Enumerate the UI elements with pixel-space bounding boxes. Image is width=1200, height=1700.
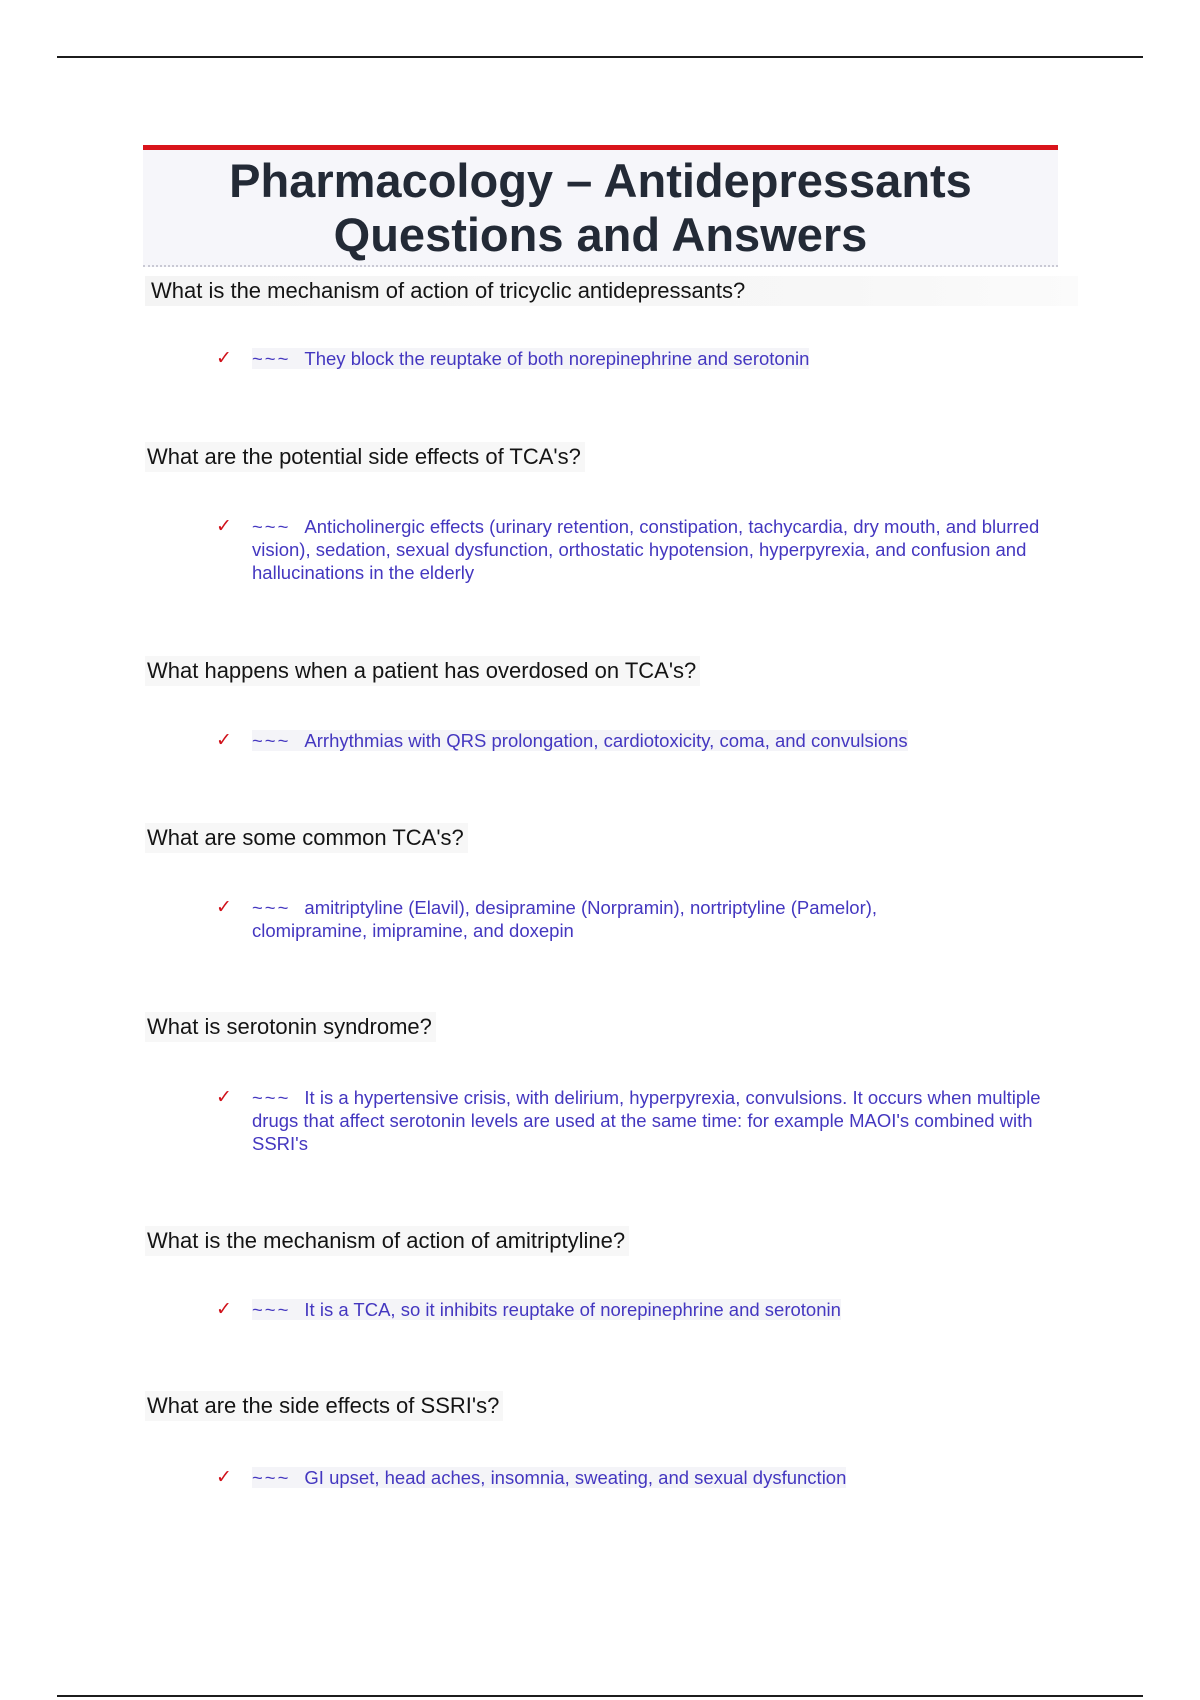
answer-text: Anticholinergic effects (urinary retention, constipation, tachycardia, dry mouth, and blurred vision), sedation, sexual dysfunction, orthostatic hypotension, hyperpyrexia, and confusion and hallucinations in the elderly xyxy=(252,516,1040,583)
answer-text: It is a hypertensive crisis, with delirium, hyperpyrexia, convulsions. It occurs when multiple drugs that affect serotonin levels are used at the same time: for example MAOI's combined with SSRI's xyxy=(252,1087,1041,1154)
answer-text: GI upset, head aches, insomnia, sweating, and sexual dysfunction xyxy=(304,1467,847,1488)
question-7: What are the side effects of SSRI's? xyxy=(145,1391,503,1421)
checkmark-icon: ✓ xyxy=(216,1086,232,1108)
answer-6 xyxy=(216,1298,1056,1321)
answer-text: They block the reuptake of both norepinephrine and serotonin xyxy=(304,348,810,369)
answer-marker: ~~~ xyxy=(252,1299,291,1320)
checkmark-icon: ✓ xyxy=(216,729,232,751)
answer-marker: ~~~ xyxy=(252,348,291,369)
answer-marker: ~~~ xyxy=(252,516,291,537)
answer-marker: ~~~ xyxy=(252,1087,291,1108)
question-5: What is serotonin syndrome? xyxy=(145,1012,436,1042)
checkmark-icon: ✓ xyxy=(216,1298,232,1320)
page-title-line-2: Questions and Answers xyxy=(333,208,868,261)
question-4: What are some common TCA's? xyxy=(145,823,468,853)
checkmark-icon: ✓ xyxy=(216,515,232,537)
bottom-rule xyxy=(57,1695,1143,1697)
question-1: What is the mechanism of action of tricyclic antidepressants? xyxy=(145,276,1078,306)
answer-marker: ~~~ xyxy=(252,730,291,751)
answer-marker: ~~~ xyxy=(252,897,291,918)
answer-2 xyxy=(216,515,1056,584)
checkmark-icon: ✓ xyxy=(216,1466,232,1488)
answer-7 xyxy=(216,1466,1056,1489)
page-title-line-1: Pharmacology – Antidepressants xyxy=(229,154,972,207)
answer-1 xyxy=(216,347,1056,370)
answer-4 xyxy=(216,896,1056,942)
answer-5 xyxy=(216,1086,1056,1155)
answer-3 xyxy=(216,729,1056,752)
question-6: What is the mechanism of action of amitriptyline? xyxy=(145,1226,629,1256)
answer-text: It is a TCA, so it inhibits reuptake of norepinephrine and serotonin xyxy=(304,1299,841,1320)
checkmark-icon: ✓ xyxy=(216,896,232,918)
answer-text: amitriptyline (Elavil), desipramine (Norpramin), nortriptyline (Pamelor), clomipramine, imipramine, and doxepin xyxy=(252,897,878,941)
checkmark-icon: ✓ xyxy=(216,347,232,369)
answer-text: Arrhythmias with QRS prolongation, cardiotoxicity, coma, and convulsions xyxy=(304,730,908,751)
question-3: What happens when a patient has overdosed on TCA's? xyxy=(145,656,700,686)
question-2: What are the potential side effects of TCA's? xyxy=(145,442,585,472)
answer-marker: ~~~ xyxy=(252,1467,291,1488)
